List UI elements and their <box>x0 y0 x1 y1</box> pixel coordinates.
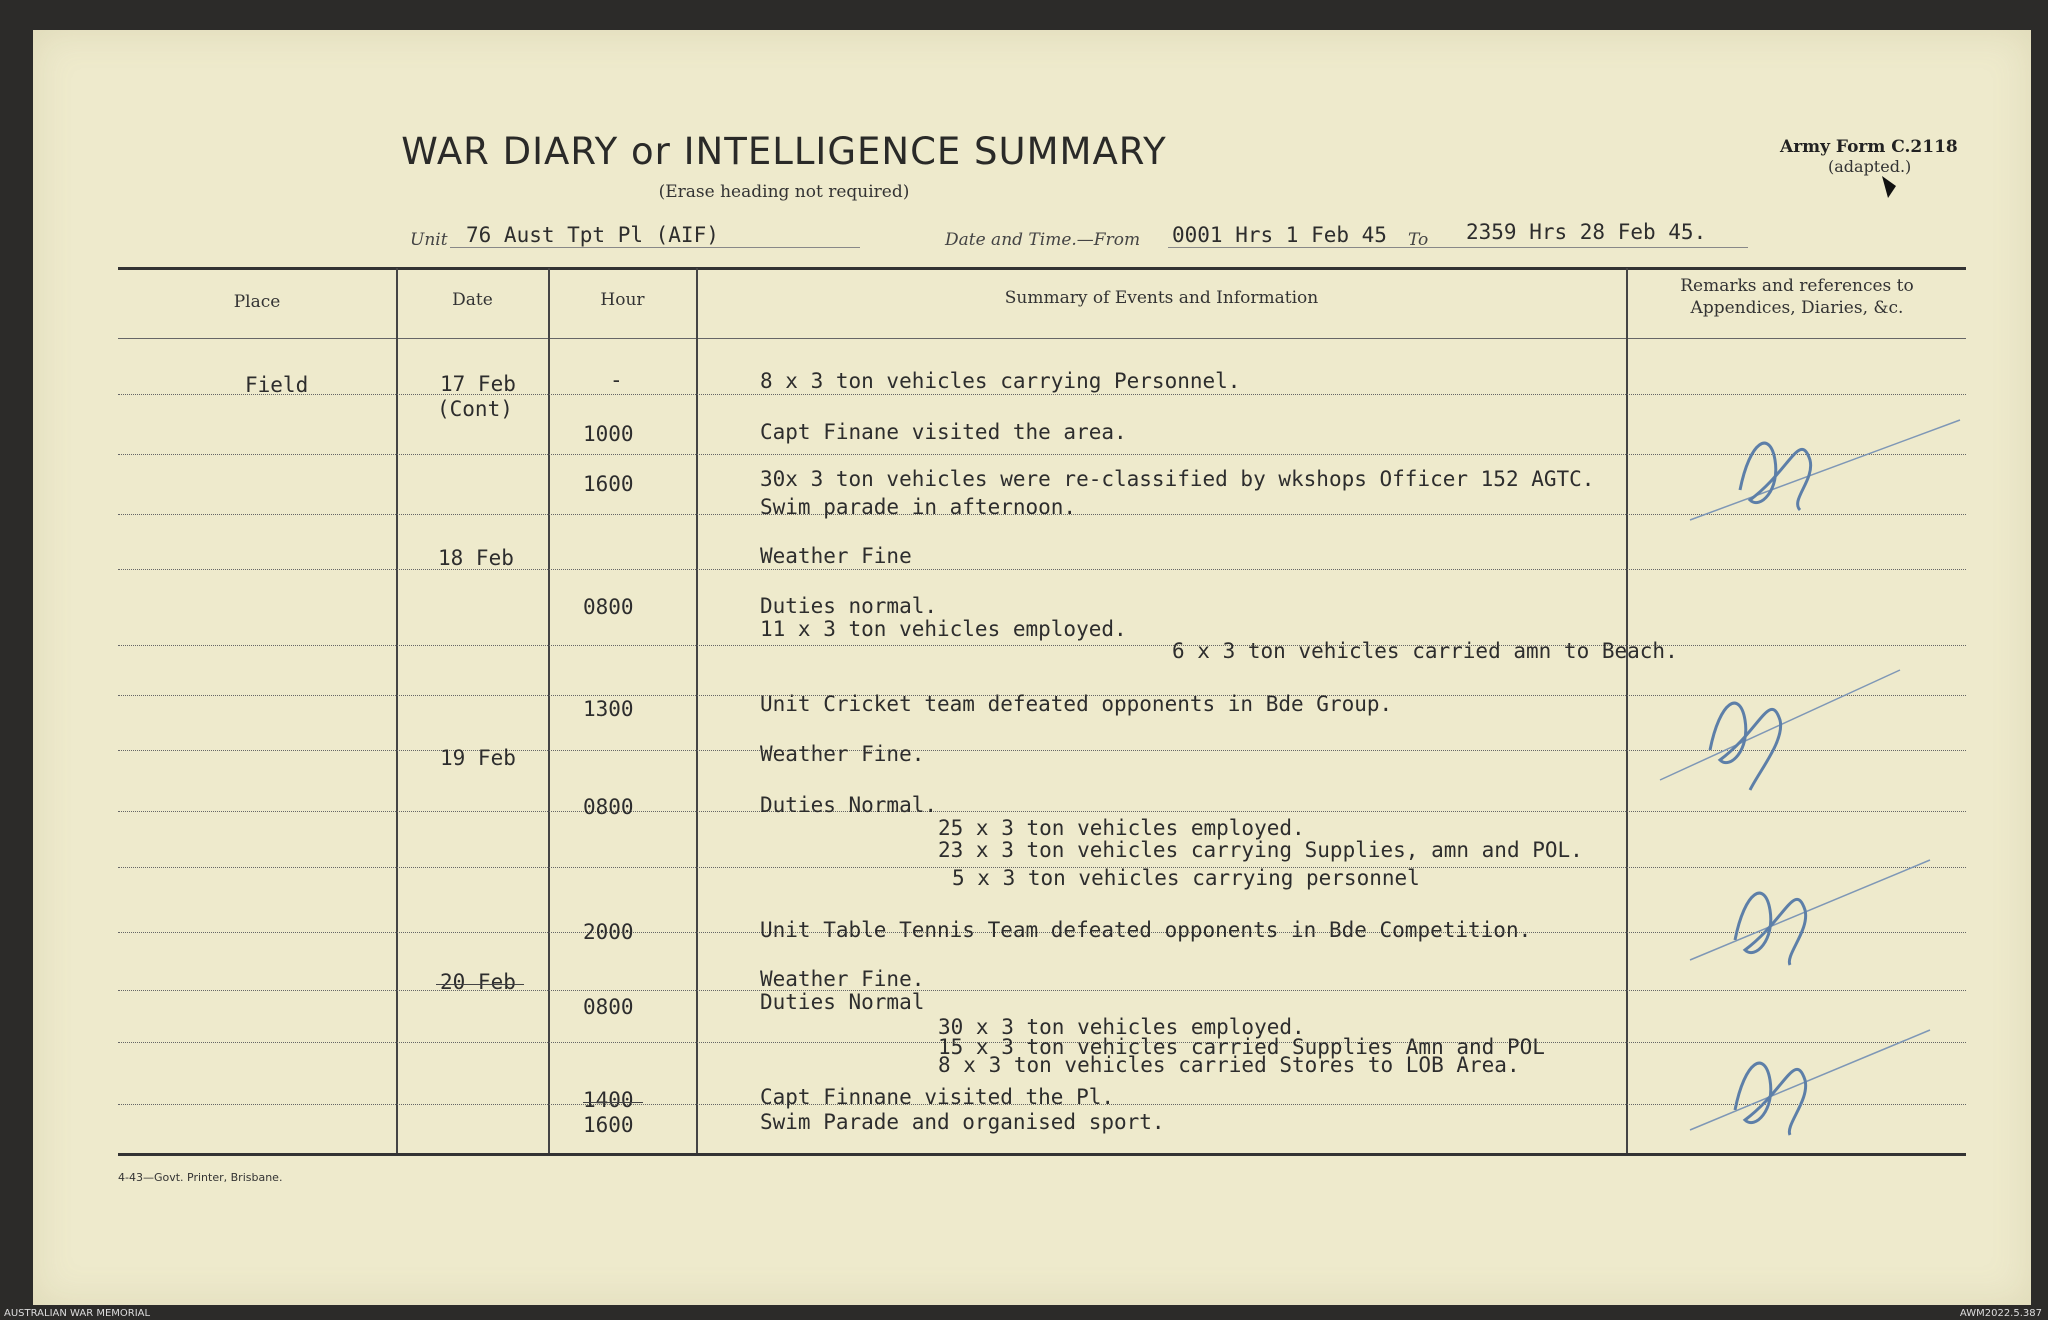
hour-cell: 2000 <box>583 920 634 944</box>
header-place: Place <box>233 292 281 312</box>
summary-line: Capt Finane visited the area. <box>760 420 1127 444</box>
document-subtitle: (Erase heading not required) <box>658 182 910 202</box>
rule-line <box>118 569 1966 570</box>
summary-line: Unit Cricket team defeated opponents in Bde Group. <box>760 692 1393 716</box>
from-value: 0001 Hrs 1 Feb 45 <box>1172 223 1387 247</box>
hour-cell: 0800 <box>583 795 634 819</box>
archive-reference: AWM2022.5.387 <box>1959 1308 2042 1319</box>
rule-line <box>118 990 1966 991</box>
summary-line: 11 x 3 ton vehicles employed. <box>760 617 1127 641</box>
summary-line: 15 x 3 ton vehicles carried Supplies Amn and POL <box>938 1035 1545 1059</box>
place-cell: Field <box>245 373 309 397</box>
summary-line: 5 x 3 ton vehicles carrying personnel <box>952 866 1420 890</box>
printer-note: 4-43—Govt. Printer, Brisbane. <box>118 1171 283 1184</box>
rule-line <box>118 394 1966 395</box>
archive-institution: AUSTRALIAN WAR MEMORIAL <box>4 1308 151 1319</box>
unit-value: 76 Aust Tpt Pl (AIF) <box>466 223 719 247</box>
pencil-initials-icon <box>1680 400 1970 540</box>
hour-cell: 0800 <box>583 595 634 619</box>
summary-line: 8 x 3 ton vehicles carrying Personnel. <box>760 369 1241 393</box>
header-summary: Summary of Events and Information <box>1004 288 1319 308</box>
col-divider-summary <box>1626 268 1628 1153</box>
summary-line: Weather Fine. <box>760 742 925 766</box>
datetime-label: Date and Time.—From <box>945 230 1141 250</box>
strike-line <box>583 1102 643 1103</box>
date-cell: 17 Feb <box>440 372 516 396</box>
header-remarks-line1: Remarks and references to <box>1680 276 1914 296</box>
summary-line: Swim parade in afternoon. <box>760 495 1077 519</box>
date-cell: 20 Feb <box>440 970 516 994</box>
col-divider-place <box>396 268 398 1153</box>
hour-cell: 0800 <box>583 995 634 1019</box>
summary-line: 8 x 3 ton vehicles carried Stores to LOB Area. <box>938 1053 1520 1077</box>
hour-cell: 1600 <box>583 472 634 496</box>
to-label: To <box>1408 230 1429 250</box>
summary-line: Duties Normal. <box>760 793 938 817</box>
header-date: Date <box>452 290 493 310</box>
hour-cell: 1300 <box>583 697 634 721</box>
header-hour: Hour <box>600 290 645 310</box>
datetime-fill-line <box>1168 247 1748 248</box>
to-value: 2359 Hrs 28 Feb 45. <box>1466 220 1707 244</box>
col-divider-hour <box>696 268 698 1153</box>
pencil-initials-icon <box>1680 1015 1940 1145</box>
summary-line: Weather Fine. <box>760 967 925 991</box>
hour-cell: 1400 <box>583 1088 634 1112</box>
strike-line <box>436 984 524 985</box>
summary-line: Swim Parade and organised sport. <box>760 1110 1165 1134</box>
rule-line <box>118 811 1966 812</box>
army-form-id: Army Form C.2118 <box>1780 137 1958 157</box>
summary-line: 30x 3 ton vehicles were re-classified by wkshops Officer 152 AGTC. <box>760 467 1595 491</box>
summary-line: Weather Fine <box>760 544 912 568</box>
hour-cell: - <box>610 368 623 392</box>
summary-line: 30 x 3 ton vehicles employed. <box>938 1015 1305 1039</box>
ink-mark-icon <box>1878 172 1902 202</box>
date-cell: 18 Feb <box>438 546 514 570</box>
table-bottom-rule <box>118 1153 1966 1156</box>
summary-line: Duties normal. <box>760 594 938 618</box>
date-cell: 19 Feb <box>440 746 516 770</box>
header-remarks-line2: Appendices, Diaries, &c. <box>1690 298 1904 318</box>
summary-line: Capt Finnane visited the Pl. <box>760 1085 1115 1109</box>
document-title: WAR DIARY or INTELLIGENCE SUMMARY <box>401 130 1167 173</box>
summary-line: 6 x 3 ton vehicles carried amn to Beach. <box>1172 639 1678 663</box>
hour-cell: 1600 <box>583 1113 634 1137</box>
date-cell: (Cont) <box>437 397 513 421</box>
summary-line: Duties Normal <box>760 990 925 1014</box>
summary-line: Unit Table Tennis Team defeated opponents in Bde Competition. <box>760 918 1532 942</box>
unit-label: Unit <box>410 230 448 250</box>
col-divider-date <box>548 268 550 1153</box>
unit-fill-line <box>450 247 860 248</box>
hour-cell: 1000 <box>583 422 634 446</box>
pencil-initials-icon <box>1650 650 1910 800</box>
summary-line: 25 x 3 ton vehicles employed. <box>938 816 1305 840</box>
pencil-initials-icon <box>1680 845 1940 975</box>
army-form-note: (adapted.) <box>1828 157 1912 176</box>
rule-line <box>118 645 1966 646</box>
summary-line: 23 x 3 ton vehicles carrying Supplies, amn and POL. <box>938 838 1583 862</box>
